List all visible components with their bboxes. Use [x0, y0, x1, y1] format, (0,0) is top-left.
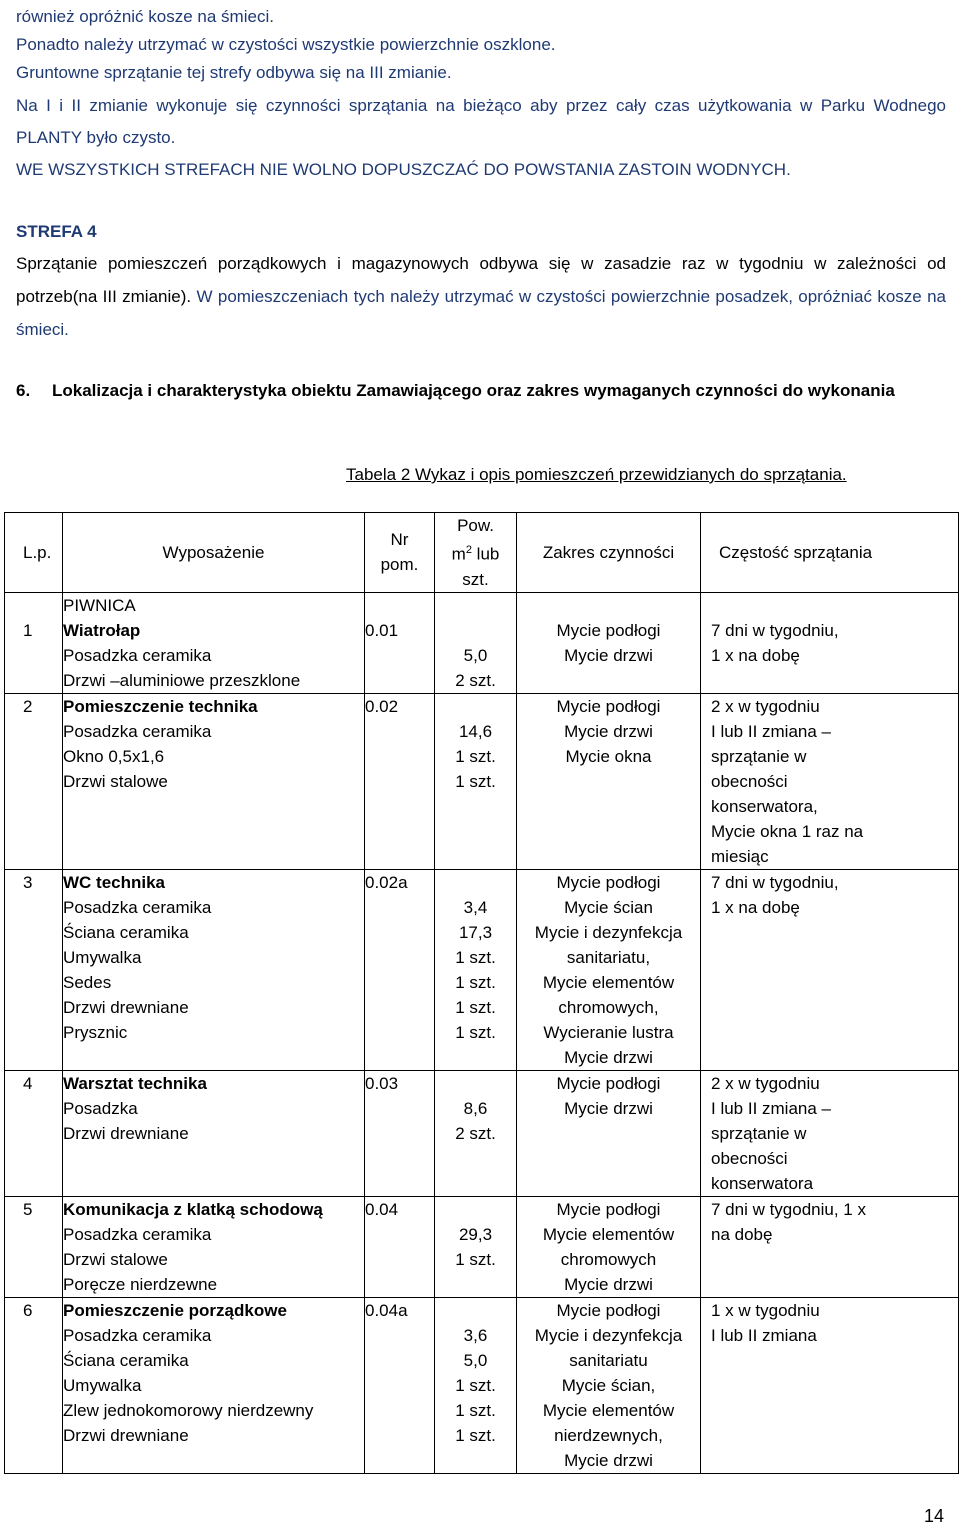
area-value: 14,6: [458, 721, 493, 741]
section-label: PIWNICA: [63, 595, 136, 615]
section-number: 6.: [16, 381, 31, 400]
section-title: Lokalizacja i charakterystyka obiektu Zamawiającego oraz zakres wymaganych czynności do wykonania: [52, 381, 895, 400]
header-area-or: lub: [476, 544, 500, 564]
cell-room-no: [365, 1070, 435, 1196]
cell-lp: [5, 1070, 63, 1196]
cell-lp: [5, 1297, 63, 1473]
cell-scope: [517, 1070, 701, 1196]
cell-area: [435, 869, 517, 1070]
cell-equipment: [63, 869, 365, 1070]
equipment-item: Drzwi drewniane: [63, 1123, 189, 1143]
header-area-line2: [435, 538, 516, 567]
scope-item: sanitariatu: [569, 1350, 648, 1370]
frequency-item: obecności: [711, 771, 788, 791]
scope-item: Mycie drzwi: [564, 1274, 653, 1294]
scope-item: Wycieranie lustra: [543, 1022, 674, 1042]
scope-item: Mycie podłogi: [556, 872, 661, 892]
cell-scope: [517, 1297, 701, 1473]
room-number: 0.03: [365, 1073, 399, 1093]
room-title: WC technika: [63, 872, 166, 892]
equipment-item: Drzwi –aluminiowe przeszklone: [63, 670, 301, 690]
row-number: 6: [23, 1300, 33, 1320]
header-frequency: Częstość sprzątania: [701, 513, 959, 593]
strefa4-paragraph: [16, 247, 946, 346]
area-value: 2 szt.: [455, 1123, 496, 1143]
cell-room-no: [365, 1196, 435, 1297]
header-room-no: [365, 513, 435, 593]
scope-item: Mycie ścian: [564, 897, 653, 917]
strefa4-text-blue: W pomieszczeniach tych należy utrzymać w czystości powierzchnie posadzek, opróżniać kosze na śmieci.: [16, 287, 946, 339]
header-area-sup: 2: [465, 544, 472, 556]
equipment-item: Ściana ceramika: [63, 922, 189, 942]
frequency-item: 1 x na dobę: [711, 897, 800, 917]
equipment-item: Prysznic: [63, 1022, 128, 1042]
intro-line-4: Na I i II zmianie wykonuje się czynności sprzątania na bieżąco aby przez cały czas użytkowania w Parku Wodnego PLANTY było czysto.: [16, 96, 946, 147]
table-row: [5, 592, 959, 693]
scope-item: Mycie i dezynfekcja: [534, 922, 683, 942]
cell-area: [435, 592, 517, 693]
cell-frequency: [701, 1070, 959, 1196]
equipment-item: Drzwi drewniane: [63, 1425, 189, 1445]
equipment-item: Okno 0,5x1,6: [63, 746, 165, 766]
cell-equipment: [63, 1196, 365, 1297]
frequency-item: konserwatora: [711, 1173, 814, 1193]
table-row: [5, 1297, 959, 1473]
table-row: [5, 693, 959, 869]
cell-frequency: [701, 693, 959, 869]
header-area: [435, 513, 517, 593]
room-number: 0.04: [365, 1199, 399, 1219]
frequency-item: 2 x w tygodniu: [711, 1073, 820, 1093]
area-value: 3,4: [463, 897, 488, 917]
table-caption: Tabela 2 Wykaz i opis pomieszczeń przewidzianych do sprzątania.: [346, 465, 847, 484]
header-room-no-line2: pom.: [380, 555, 419, 575]
cell-lp: [5, 1196, 63, 1297]
cell-area: [435, 1196, 517, 1297]
area-value: 1 szt.: [455, 972, 496, 992]
header-lp: L.p.: [5, 513, 63, 593]
header-equipment: Wyposażenie: [63, 513, 365, 593]
equipment-item: Posadzka ceramika: [63, 645, 212, 665]
cell-area: [435, 1070, 517, 1196]
frequency-item: 7 dni w tygodniu, 1 x: [711, 1199, 866, 1219]
cell-equipment: [63, 693, 365, 869]
area-value: 1 szt.: [455, 771, 496, 791]
cell-scope: [517, 592, 701, 693]
frequency-item: 1 x w tygodniu: [711, 1300, 820, 1320]
row-number: 5: [23, 1199, 33, 1219]
scope-item: Mycie podłogi: [556, 696, 661, 716]
room-title: Pomieszczenie technika: [63, 696, 258, 716]
equipment-item: Drzwi stalowe: [63, 771, 168, 791]
cell-equipment: [63, 1070, 365, 1196]
header-scope: Zakres czynności: [517, 513, 701, 593]
area-value: 2 szt.: [455, 670, 496, 690]
frequency-item: sprzątanie w: [711, 746, 807, 766]
area-value: 8,6: [463, 1098, 488, 1118]
scope-item: Mycie podłogi: [556, 1300, 661, 1320]
table-row: [5, 869, 959, 1070]
cell-room-no: [365, 693, 435, 869]
frequency-item: 7 dni w tygodniu,: [711, 872, 839, 892]
area-value: 1 szt.: [455, 947, 496, 967]
intro-line-1: również opróżnić kosze na śmieci.: [16, 7, 274, 26]
area-value: 1 szt.: [455, 997, 496, 1017]
area-value: 3,6: [463, 1325, 488, 1345]
area-value: 17,3: [458, 922, 493, 942]
scope-item: Mycie elementów: [542, 972, 675, 992]
cell-lp: [5, 869, 63, 1070]
strefa4-text-black: Sprzątanie pomieszczeń porządkowych i magazynowych odbywa się w zasadzie raz w tygodniu w zależności od potrzeb(na III zmianie).: [16, 254, 946, 306]
scope-item: sanitariatu,: [566, 947, 651, 967]
table-row: [5, 1196, 959, 1297]
area-value: 1 szt.: [455, 1249, 496, 1269]
scope-item: Mycie podłogi: [556, 620, 661, 640]
scope-item: Mycie drzwi: [564, 645, 653, 665]
frequency-item: na dobę: [711, 1224, 773, 1244]
frequency-item: I lub II zmiana –: [711, 1098, 832, 1118]
table-row: [5, 1070, 959, 1196]
scope-item: nierdzewnych,: [554, 1425, 663, 1445]
intro-line-2: Ponadto należy utrzymać w czystości wszystkie powierzchnie oszklone.: [16, 35, 556, 54]
frequency-item: I lub II zmiana: [711, 1325, 817, 1345]
room-number: 0.02a: [365, 872, 408, 892]
cell-scope: [517, 869, 701, 1070]
cell-room-no: [365, 1297, 435, 1473]
area-value: 1 szt.: [455, 746, 496, 766]
area-value: 1 szt.: [455, 1022, 496, 1042]
area-value: 1 szt.: [455, 1425, 496, 1445]
frequency-item: 1 x na dobę: [711, 645, 800, 665]
header-area-line3: szt.: [462, 569, 489, 589]
cell-equipment: [63, 1297, 365, 1473]
scope-item: Mycie podłogi: [556, 1199, 661, 1219]
equipment-item: Zlew jednokomorowy nierdzewny: [63, 1400, 314, 1420]
frequency-item: Mycie okna 1 raz na: [711, 821, 864, 841]
cell-equipment: [63, 592, 365, 693]
equipment-item: Posadzka: [63, 1098, 138, 1118]
scope-item: Mycie i dezynfekcja: [534, 1325, 683, 1345]
frequency-item: obecności: [711, 1148, 788, 1168]
intro-line-3: Gruntowne sprzątanie tej strefy odbywa się na III zmianie.: [16, 63, 452, 82]
area-value: 5,0: [463, 1350, 488, 1370]
scope-item: Mycie drzwi: [564, 1450, 653, 1470]
equipment-item: Drzwi stalowe: [63, 1249, 168, 1269]
room-number: 0.01: [365, 620, 399, 640]
equipment-item: Ściana ceramika: [63, 1350, 189, 1370]
header-area-line1: Pow.: [457, 516, 494, 535]
room-title: Komunikacja z klatką schodową: [63, 1199, 323, 1219]
frequency-item: I lub II zmiana –: [711, 721, 832, 741]
rooms-table: [4, 512, 959, 1474]
cell-room-no: [365, 869, 435, 1070]
strefa4-title: STREFA 4: [16, 222, 97, 241]
cell-area: [435, 1297, 517, 1473]
scope-item: Mycie elementów: [542, 1400, 675, 1420]
header-area-unit: m: [451, 544, 466, 564]
equipment-item: Umywalka: [63, 947, 142, 967]
equipment-item: Posadzka ceramika: [63, 1224, 212, 1244]
cell-scope: [517, 1196, 701, 1297]
header-room-no-line1: Nr: [390, 530, 409, 550]
table-body: [5, 592, 959, 1473]
area-value: 1 szt.: [455, 1375, 496, 1395]
equipment-item: Posadzka ceramika: [63, 897, 212, 917]
scope-item: Mycie ścian,: [561, 1375, 656, 1395]
page-number: 14: [923, 1506, 944, 1526]
cell-area: [435, 693, 517, 869]
scope-item: Mycie drzwi: [564, 1047, 653, 1067]
equipment-item: Sedes: [63, 972, 112, 992]
equipment-item: Posadzka ceramika: [63, 1325, 212, 1345]
frequency-item: sprzątanie w: [711, 1123, 807, 1143]
frequency-item: 2 x w tygodniu: [711, 696, 820, 716]
scope-item: chromowych,: [558, 997, 659, 1017]
scope-item: Mycie podłogi: [556, 1073, 661, 1093]
equipment-item: Umywalka: [63, 1375, 142, 1395]
frequency-item: miesiąc: [711, 846, 769, 866]
room-title: Pomieszczenie porządkowe: [63, 1300, 287, 1320]
room-number: 0.02: [365, 696, 399, 716]
area-value: 29,3: [458, 1224, 493, 1244]
intro-warning: WE WSZYSTKICH STREFACH NIE WOLNO DOPUSZCZAĆ DO POWSTANIA ZASTOIN WODNYCH.: [16, 160, 791, 179]
equipment-item: Poręcze nierdzewne: [63, 1274, 218, 1294]
room-title: Wiatrołap: [63, 620, 141, 640]
equipment-item: Drzwi drewniane: [63, 997, 189, 1017]
scope-item: chromowych: [560, 1249, 657, 1269]
equipment-item: Posadzka ceramika: [63, 721, 212, 741]
row-number: 4: [23, 1073, 33, 1093]
frequency-item: 7 dni w tygodniu,: [711, 620, 839, 640]
cell-frequency: [701, 1297, 959, 1473]
cell-room-no: [365, 592, 435, 693]
table-header-row: [5, 513, 959, 593]
cell-frequency: [701, 1196, 959, 1297]
cell-lp: [5, 693, 63, 869]
scope-item: Mycie drzwi: [564, 1098, 653, 1118]
row-number: 2: [23, 696, 33, 716]
room-title: Warsztat technika: [63, 1073, 207, 1093]
scope-item: Mycie elementów: [542, 1224, 675, 1244]
room-number: 0.04a: [365, 1300, 408, 1320]
area-value: 5,0: [463, 645, 488, 665]
cell-frequency: [701, 869, 959, 1070]
row-number: 3: [23, 872, 33, 892]
cell-lp: [5, 592, 63, 693]
cell-scope: [517, 693, 701, 869]
scope-item: Mycie drzwi: [564, 721, 653, 741]
frequency-item: konserwatora,: [711, 796, 818, 816]
scope-item: Mycie okna: [565, 746, 652, 766]
cell-frequency: [701, 592, 959, 693]
area-value: 1 szt.: [455, 1400, 496, 1420]
row-number: 1: [23, 620, 33, 640]
